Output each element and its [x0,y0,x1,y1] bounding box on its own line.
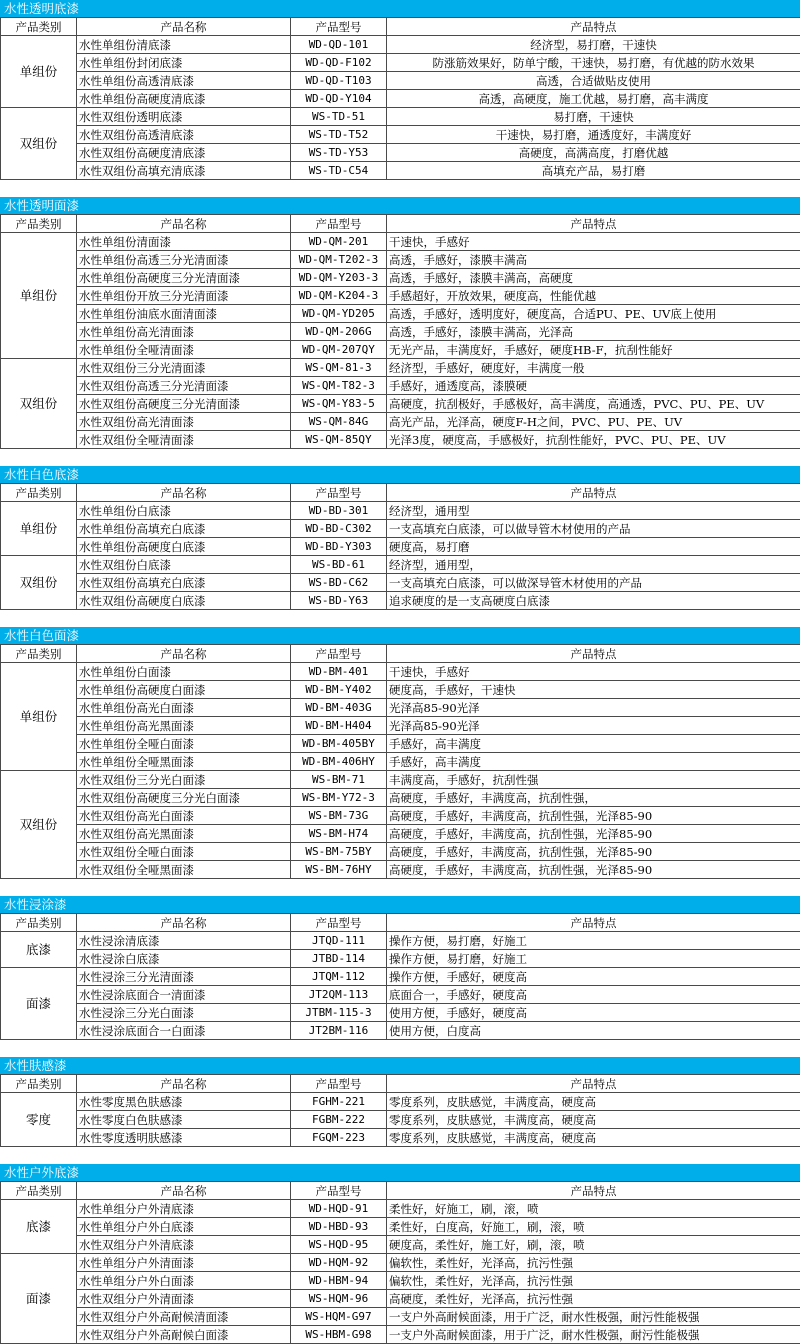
product-model-cell: WS-BM-H74 [291,825,387,843]
header-features: 产品特点 [387,215,800,233]
product-model-cell: FGHM-221 [291,1093,387,1111]
product-model-cell: WD-QM-207QY [291,341,387,359]
product-name-cell: 水性单组分户外白面漆 [77,1272,291,1290]
product-name-cell: 水性双组份高硬度白底漆 [77,592,291,610]
table-row [1,90,800,108]
product-feature-cell: 防涨筋效果好，防单宁酸，干速快，易打磨，有优越的防水效果 [387,54,800,72]
product-model-cell: WD-HQD-91 [291,1200,387,1218]
header-name: 产品名称 [77,645,291,663]
product-model-cell: WD-QM-206G [291,323,387,341]
product-name-cell: 水性单组分户外白底漆 [77,1218,291,1236]
section-title: 水性浸涂漆 [0,896,800,913]
category-cell: 零度 [1,1093,77,1147]
table-row [1,1272,800,1290]
product-name-cell: 水性单组分户外清面漆 [77,1254,291,1272]
table-row [1,1200,800,1218]
product-model-cell: WD-HQM-92 [291,1254,387,1272]
product-feature-cell: 偏软性，柔性好，光泽高，抗污性强 [387,1254,800,1272]
product-feature-cell: 手感好，高丰满度 [387,735,800,753]
product-feature-cell: 柔性好，白度高，好施工，刷，滚，喷 [387,1218,800,1236]
product-name-cell: 水性双组份高透清底漆 [77,126,291,144]
product-name-cell: 水性双组分户外高耐候清面漆 [77,1308,291,1326]
product-name-cell: 水性单组份高填充白底漆 [77,520,291,538]
product-name-cell: 水性单组份高硬度清底漆 [77,90,291,108]
category-cell: 单组份 [1,36,77,108]
table-header-row [1,1075,800,1093]
product-model-cell: WD-QD-F102 [291,54,387,72]
product-name-cell: 水性双组份高硬度三分光白面漆 [77,789,291,807]
header-name: 产品名称 [77,215,291,233]
product-model-cell: WS-HQM-G97 [291,1308,387,1326]
product-model-cell: WD-QD-101 [291,36,387,54]
product-feature-cell: 手感超好，开放效果，硬度高，性能优越 [387,287,800,305]
header-model: 产品型号 [291,1075,387,1093]
product-name-cell: 水性单组份油底水面清面漆 [77,305,291,323]
section-title: 水性透明面漆 [0,197,800,214]
table-row [1,1218,800,1236]
product-feature-cell: 光泽3度，硬度高，手感极好，抗刮性能好，PVC、PU、PE、UV [387,431,800,449]
table-row [1,717,800,735]
table-row [1,108,800,126]
product-name-cell: 水性浸涂三分光白面漆 [77,1004,291,1022]
product-model-cell: WD-BM-403G [291,699,387,717]
product-feature-cell: 易打磨，干速快 [387,108,800,126]
product-feature-cell: 高硬度，手感好，丰满度高，抗刮性强，光泽85-90 [387,843,800,861]
product-name-cell: 水性单组分户外清底漆 [77,1200,291,1218]
product-model-cell: FGBM-222 [291,1111,387,1129]
product-table [0,913,800,1040]
product-name-cell: 水性单组份清面漆 [77,233,291,251]
table-row [1,359,800,377]
section-spacer [0,449,800,466]
product-feature-cell: 干速快，手感好 [387,663,800,681]
header-model: 产品型号 [291,484,387,502]
product-name-cell: 水性浸涂清底漆 [77,932,291,950]
product-feature-cell: 高填充产品，易打磨 [387,162,800,180]
product-feature-cell: 操作方便，易打磨，好施工 [387,932,800,950]
table-row [1,72,800,90]
table-row [1,556,800,574]
product-name-cell: 水性单组份高硬度白底漆 [77,538,291,556]
product-feature-cell: 高硬度，手感好，丰满度高，抗刮性强，光泽85-90 [387,825,800,843]
product-name-cell: 水性浸涂白底漆 [77,950,291,968]
header-category: 产品类别 [1,1182,77,1200]
product-name-cell: 水性单组份清底漆 [77,36,291,54]
product-model-cell: JT2BM-116 [291,1022,387,1040]
product-name-cell: 水性双组份高填充清底漆 [77,162,291,180]
product-feature-cell: 高透，合适做贴皮使用 [387,72,800,90]
product-model-cell: JTQD-111 [291,932,387,950]
header-category: 产品类别 [1,215,77,233]
table-row [1,144,800,162]
category-cell: 底漆 [1,932,77,968]
category-cell: 单组份 [1,502,77,556]
table-row [1,1326,800,1344]
product-name-cell: 水性双组分户外高耐候白面漆 [77,1326,291,1344]
product-model-cell: JTBD-114 [291,950,387,968]
table-row [1,986,800,1004]
product-table [0,214,800,449]
product-feature-cell: 柔性好，好施工，刷，滚，喷 [387,1200,800,1218]
table-row [1,377,800,395]
product-name-cell: 水性双组份透明底漆 [77,108,291,126]
product-feature-cell: 高光产品，光泽高，硬度F-H之间，PVC、PU、PE、UV [387,413,800,431]
table-row [1,287,800,305]
product-model-cell: JT2QM-113 [291,986,387,1004]
header-model: 产品型号 [291,1182,387,1200]
product-model-cell: WS-TD-T52 [291,126,387,144]
section-title: 水性白色面漆 [0,627,800,644]
product-feature-cell: 操作方便，易打磨，好施工 [387,950,800,968]
product-name-cell: 水性单组份开放三分光清面漆 [77,287,291,305]
table-row [1,663,800,681]
product-name-cell: 水性浸涂三分光清面漆 [77,968,291,986]
product-table [0,1181,800,1344]
table-header-row [1,1182,800,1200]
product-model-cell: WS-BM-71 [291,771,387,789]
product-model-cell: FGQM-223 [291,1129,387,1147]
table-header-row [1,484,800,502]
product-model-cell: WS-TD-C54 [291,162,387,180]
product-feature-cell: 一支户外高耐候面漆，用于广泛，耐水性极强，耐污性能极强 [387,1326,800,1344]
section-spacer [0,610,800,627]
product-feature-cell: 使用方便，手感好，硬度高 [387,1004,800,1022]
product-model-cell: WD-QM-YD205 [291,305,387,323]
product-feature-cell: 零度系列，皮肤感觉，丰满度高，硬度高 [387,1111,800,1129]
table-row [1,825,800,843]
category-cell: 单组份 [1,663,77,771]
product-model-cell: WD-QM-201 [291,233,387,251]
product-model-cell: WS-QM-85QY [291,431,387,449]
product-feature-cell: 零度系列，皮肤感觉，丰满度高，硬度高 [387,1129,800,1147]
product-name-cell: 水性单组份高光白面漆 [77,699,291,717]
table-row [1,771,800,789]
product-feature-cell: 硬度高，易打磨 [387,538,800,556]
header-category: 产品类别 [1,1075,77,1093]
product-feature-cell: 偏软性，柔性好，光泽高，抗污性强 [387,1272,800,1290]
product-name-cell: 水性单组份高光黑面漆 [77,717,291,735]
category-cell: 底漆 [1,1200,77,1254]
category-cell: 面漆 [1,968,77,1040]
product-feature-cell: 硬度高，柔性好，施工好，刷，滚，喷 [387,1236,800,1254]
product-table [0,483,800,610]
product-name-cell: 水性单组份全哑黑面漆 [77,753,291,771]
product-name-cell: 水性双组份高光清面漆 [77,413,291,431]
product-feature-cell: 经济型，通用型， [387,556,800,574]
category-cell: 单组份 [1,233,77,359]
product-feature-cell: 高透，手感好，漆膜丰满高 [387,251,800,269]
product-feature-cell: 无光产品，丰满度好，手感好，硬度HB-F，抗刮性能好 [387,341,800,359]
product-feature-cell: 手感好，高丰满度 [387,753,800,771]
table-row [1,36,800,54]
product-model-cell: WS-QM-84G [291,413,387,431]
product-name-cell: 水性单组份高硬度白面漆 [77,681,291,699]
product-model-cell: WS-BM-Y72-3 [291,789,387,807]
product-feature-cell: 经济型，通用型 [387,502,800,520]
product-model-cell: WD-QD-Y104 [291,90,387,108]
table-header-row [1,215,800,233]
product-table [0,1074,800,1147]
header-features: 产品特点 [387,18,800,36]
product-model-cell: WD-BD-301 [291,502,387,520]
product-model-cell: WS-BM-73G [291,807,387,825]
table-row [1,323,800,341]
product-model-cell: WD-QM-T202-3 [291,251,387,269]
product-model-cell: WD-QM-Y203-3 [291,269,387,287]
product-model-cell: WD-BM-H404 [291,717,387,735]
product-feature-cell: 操作方便，手感好，硬度高 [387,968,800,986]
product-name-cell: 水性双组份白底漆 [77,556,291,574]
table-row [1,861,800,879]
product-model-cell: WS-TD-51 [291,108,387,126]
table-header-row [1,914,800,932]
product-model-cell: WS-BM-76HY [291,861,387,879]
product-feature-cell: 追求硬度的是一支高硬度白底漆 [387,592,800,610]
product-name-cell: 水性双组分户外清面漆 [77,1290,291,1308]
product-feature-cell: 干速快，易打磨，通透度好，丰满度好 [387,126,800,144]
product-model-cell: WS-HBM-G98 [291,1326,387,1344]
table-row [1,574,800,592]
table-row [1,251,800,269]
product-name-cell: 水性单组份白底漆 [77,502,291,520]
table-row [1,305,800,323]
product-name-cell: 水性双组份高透三分光清面漆 [77,377,291,395]
product-feature-cell: 高透，手感好，漆膜丰满高，高硬度 [387,269,800,287]
table-row [1,341,800,359]
table-row [1,1236,800,1254]
product-feature-cell: 一支户外高耐候面漆，用于广泛，耐水性极强，耐污性能极强 [387,1308,800,1326]
product-model-cell: WD-BM-406HY [291,753,387,771]
product-name-cell: 水性单组份白面漆 [77,663,291,681]
table-row [1,1254,800,1272]
product-name-cell: 水性双组份三分光清面漆 [77,359,291,377]
table-row [1,1308,800,1326]
table-row [1,1290,800,1308]
category-cell: 双组份 [1,108,77,180]
header-category: 产品类别 [1,18,77,36]
product-feature-cell: 硬度高，手感好，干速快 [387,681,800,699]
product-name-cell: 水性双组份高硬度三分光清面漆 [77,395,291,413]
product-name-cell: 水性零度白色肤感漆 [77,1111,291,1129]
product-model-cell: WD-BM-401 [291,663,387,681]
table-row [1,789,800,807]
product-feature-cell: 零度系列，皮肤感觉，丰满度高，硬度高 [387,1093,800,1111]
table-row [1,502,800,520]
product-model-cell: WD-QD-T103 [291,72,387,90]
product-model-cell: WD-BD-C302 [291,520,387,538]
product-model-cell: WS-BD-Y63 [291,592,387,610]
header-name: 产品名称 [77,1075,291,1093]
section-title: 水性肤感漆 [0,1057,800,1074]
product-feature-cell: 手感好，通透度高，漆膜硬 [387,377,800,395]
product-name-cell: 水性双组份高光白面漆 [77,807,291,825]
product-feature-cell: 高硬度，柔性好，光泽高，抗污性强 [387,1290,800,1308]
header-name: 产品名称 [77,484,291,502]
product-name-cell: 水性浸涂底面合一白面漆 [77,1022,291,1040]
table-row [1,1111,800,1129]
header-features: 产品特点 [387,1075,800,1093]
product-model-cell: WS-BD-C62 [291,574,387,592]
product-model-cell: WS-QM-Y83-5 [291,395,387,413]
product-name-cell: 水性单组份高透清底漆 [77,72,291,90]
table-row [1,968,800,986]
product-name-cell: 水性双组份高光黑面漆 [77,825,291,843]
product-name-cell: 水性单组份高光清面漆 [77,323,291,341]
product-feature-cell: 干速快，手感好 [387,233,800,251]
table-row [1,54,800,72]
header-model: 产品型号 [291,215,387,233]
header-name: 产品名称 [77,914,291,932]
product-name-cell: 水性零度透明肤感漆 [77,1129,291,1147]
table-row [1,162,800,180]
section-spacer [0,1040,800,1057]
category-cell: 双组份 [1,556,77,610]
product-model-cell: WD-HBM-94 [291,1272,387,1290]
table-row [1,1004,800,1022]
table-row [1,233,800,251]
product-name-cell: 水性单组份封闭底漆 [77,54,291,72]
product-feature-cell: 底面合一，手感好，硬度高 [387,986,800,1004]
product-feature-cell: 高硬度，抗刮极好，手感极好，高丰满度，高通透，PVC、PU、PE、UV [387,395,800,413]
table-row [1,395,800,413]
product-model-cell: WD-BM-405BY [291,735,387,753]
product-model-cell: WD-HBD-93 [291,1218,387,1236]
product-feature-cell: 光泽高85-90光泽 [387,699,800,717]
product-model-cell: WD-BM-Y402 [291,681,387,699]
table-header-row [1,645,800,663]
section-spacer [0,1147,800,1164]
table-row [1,807,800,825]
table-row [1,413,800,431]
product-model-cell: WD-BD-Y303 [291,538,387,556]
table-row [1,592,800,610]
table-row [1,699,800,717]
product-model-cell: WS-TD-Y53 [291,144,387,162]
header-category: 产品类别 [1,914,77,932]
product-model-cell: WS-BD-61 [291,556,387,574]
table-row [1,1129,800,1147]
header-name: 产品名称 [77,18,291,36]
section-title: 水性白色底漆 [0,466,800,483]
table-row [1,843,800,861]
table-row [1,269,800,287]
product-feature-cell: 光泽高85-90光泽 [387,717,800,735]
product-model-cell: WS-QM-81-3 [291,359,387,377]
table-row [1,1093,800,1111]
category-cell: 面漆 [1,1254,77,1344]
product-feature-cell: 经济型，易打磨，干速快 [387,36,800,54]
product-name-cell: 水性单组份高硬度三分光清面漆 [77,269,291,287]
product-feature-cell: 一支高填充白底漆，可以做深导管木材使用的产品 [387,574,800,592]
product-table [0,644,800,879]
header-model: 产品型号 [291,18,387,36]
table-row [1,681,800,699]
table-row [1,950,800,968]
table-row [1,431,800,449]
product-name-cell: 水性双组份高填充白底漆 [77,574,291,592]
product-model-cell: WS-HQD-95 [291,1236,387,1254]
product-name-cell: 水性单组份全哑清面漆 [77,341,291,359]
product-model-cell: JTBM-115-3 [291,1004,387,1022]
header-features: 产品特点 [387,645,800,663]
header-name: 产品名称 [77,1182,291,1200]
header-features: 产品特点 [387,484,800,502]
table-row [1,1022,800,1040]
product-feature-cell: 经济型，手感好，硬度好，丰满度一般 [387,359,800,377]
product-name-cell: 水性双组份三分光白面漆 [77,771,291,789]
table-row [1,538,800,556]
header-model: 产品型号 [291,645,387,663]
table-row [1,126,800,144]
product-feature-cell: 高硬度，高满高度，打磨优越 [387,144,800,162]
section-spacer [0,879,800,896]
product-model-cell: WS-QM-T82-3 [291,377,387,395]
section-title: 水性户外底漆 [0,1164,800,1181]
table-row [1,520,800,538]
category-cell: 双组份 [1,359,77,449]
product-model-cell: JTQM-112 [291,968,387,986]
table-row [1,932,800,950]
product-name-cell: 水性单组份全哑白面漆 [77,735,291,753]
table-row [1,735,800,753]
product-feature-cell: 使用方便，白度高 [387,1022,800,1040]
header-model: 产品型号 [291,914,387,932]
product-name-cell: 水性零度黑色肤感漆 [77,1093,291,1111]
product-feature-cell: 高透，高硬度，施工优越，易打磨，高丰满度 [387,90,800,108]
product-name-cell: 水性单组份高透三分光清面漆 [77,251,291,269]
product-feature-cell: 高硬度，手感好，丰满度高，抗刮性强， [387,789,800,807]
header-features: 产品特点 [387,1182,800,1200]
product-feature-cell: 高硬度，手感好，丰满度高，抗刮性强，光泽85-90 [387,807,800,825]
product-name-cell: 水性双组份全哑清面漆 [77,431,291,449]
product-name-cell: 水性双组份高硬度清底漆 [77,144,291,162]
table-row [1,753,800,771]
header-features: 产品特点 [387,914,800,932]
product-name-cell: 水性双组份全哑黑面漆 [77,861,291,879]
product-table [0,17,800,180]
product-model-cell: WS-HQM-96 [291,1290,387,1308]
product-name-cell: 水性双组份全哑白面漆 [77,843,291,861]
header-category: 产品类别 [1,484,77,502]
product-feature-cell: 一支高填充白底漆，可以做导管木材使用的产品 [387,520,800,538]
section-spacer [0,180,800,197]
product-feature-cell: 高透，手感好，透明度好，硬度高，合适PU、PE、UV底上使用 [387,305,800,323]
table-header-row [1,18,800,36]
product-feature-cell: 丰满度高，手感好，抗刮性强 [387,771,800,789]
product-feature-cell: 高硬度，手感好，丰满度高，抗刮性强，光泽85-90 [387,861,800,879]
product-name-cell: 水性双组分户外清底漆 [77,1236,291,1254]
product-model-cell: WD-QM-K204-3 [291,287,387,305]
product-feature-cell: 高透，手感好，漆膜丰满高，光泽高 [387,323,800,341]
product-model-cell: WS-BM-75BY [291,843,387,861]
header-category: 产品类别 [1,645,77,663]
section-title: 水性透明底漆 [0,0,800,17]
category-cell: 双组份 [1,771,77,879]
product-name-cell: 水性浸涂底面合一清面漆 [77,986,291,1004]
